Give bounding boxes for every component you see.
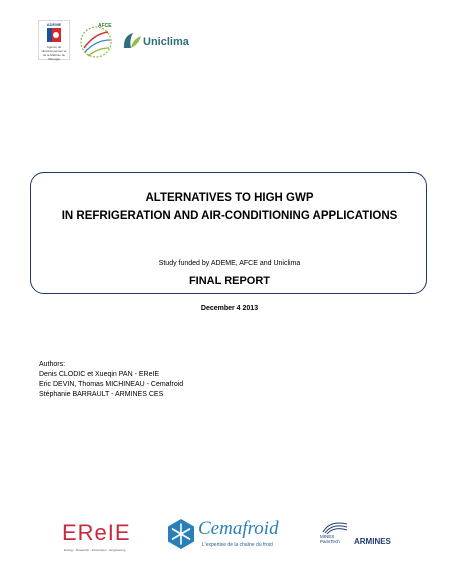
ademe-logo xyxy=(38,20,70,60)
ademe-logo-subtitle: Agence de l'Environnement et de la Maîtrise de l'Energie xyxy=(41,45,67,61)
afce-logo xyxy=(76,18,116,64)
cemafroid-logo xyxy=(166,516,292,556)
report-type: FINAL REPORT xyxy=(188,275,271,287)
author-line: Denis CLODIC et Xueqin PAN - EReIE xyxy=(39,371,160,378)
ereie-logo-name: EReIE xyxy=(62,520,131,545)
mines-logo-name: MINES ParisTech xyxy=(320,534,340,544)
afce-logo-name: AFCE xyxy=(98,23,112,29)
report-title-line-1: ALTERNATIVES TO HIGH GWP xyxy=(145,192,314,204)
report-date: December 4 2013 xyxy=(200,305,259,312)
cemafroid-tagline: L'expertise de la chaîne du froid xyxy=(202,542,273,548)
mines-armines-logo xyxy=(320,520,392,556)
author-line: Stéphanie BARRAULT - ARMINES CES xyxy=(39,391,164,398)
uniclima-logo-name: Uniclima xyxy=(143,36,189,48)
snowflake-icon xyxy=(166,518,196,550)
cemafroid-logo-name: Cemafroid xyxy=(198,518,279,539)
mines-emblem-icon xyxy=(322,520,348,534)
authors-block xyxy=(39,360,183,400)
funding-note: Study funded by ADEME, AFCE and Uniclima xyxy=(158,260,301,267)
armines-logo-name: ARMINES xyxy=(354,537,391,546)
author-line: Eric DEVIN, Thomas MICHINEAU - Cemafroid xyxy=(39,381,184,388)
uniclima-logo xyxy=(121,28,189,54)
ademe-flag-icon xyxy=(47,28,61,42)
uniclima-leaf-icon xyxy=(121,30,143,52)
ereie-logo xyxy=(62,520,142,554)
authors-label: Authors: xyxy=(39,361,66,368)
ademe-logo-name: ADEME xyxy=(46,22,62,27)
report-title-line-2: IN REFRIGERATION AND AIR-CONDITIONING APPLICATIONS xyxy=(61,210,398,222)
ereie-logo-subtitle: Energy · Research · Information · Engineering xyxy=(64,548,126,552)
